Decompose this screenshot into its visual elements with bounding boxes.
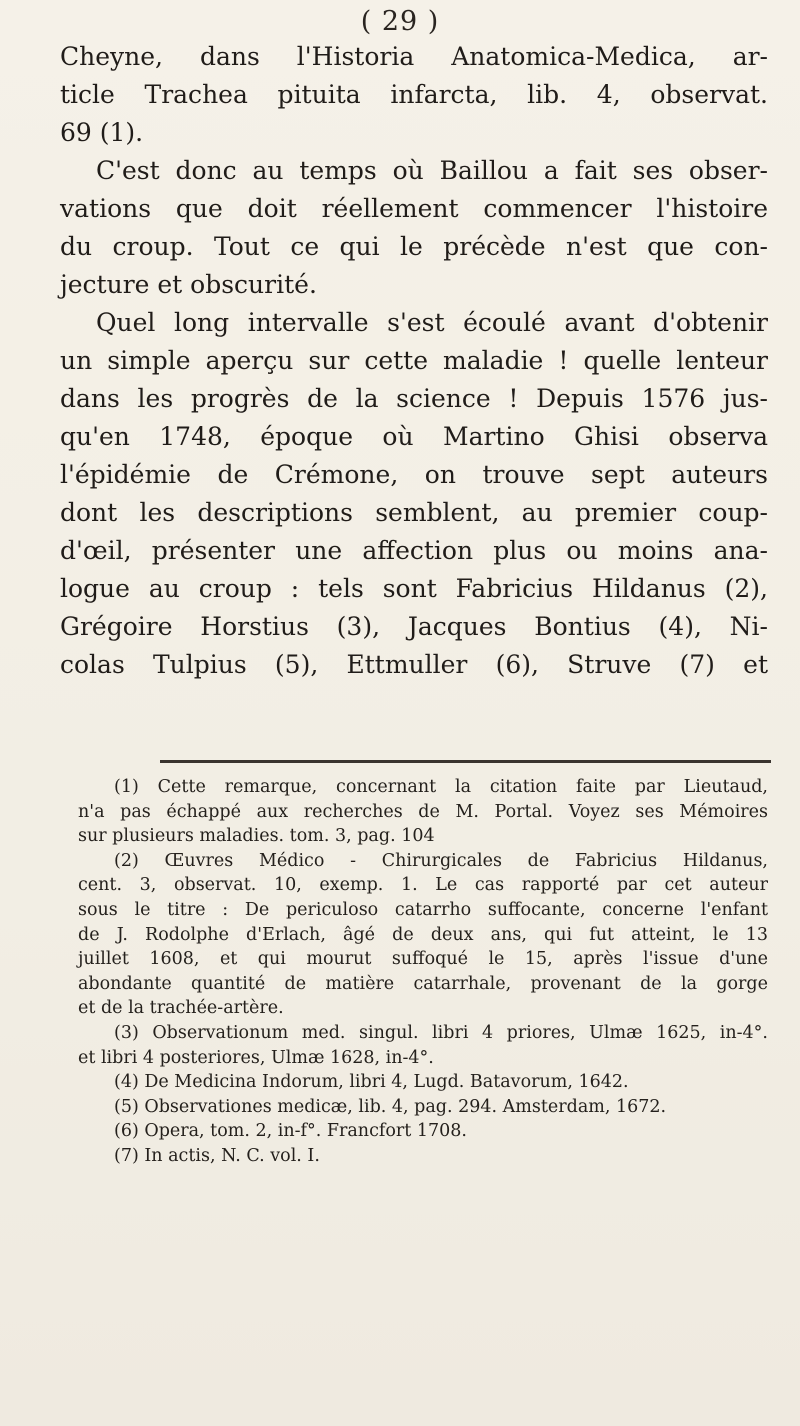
body-line: Quel long intervalle s'est écoulé avant d'obtenir [96,308,768,337]
body-line: logue au croup : tels sont Fabricius Hildanus (2), [60,574,768,603]
footnote-line: (7) In actis, N. C. vol. I. [114,1145,320,1166]
footnote-line: n'a pas échappé aux recherches de M. Portal. Voyez ses Mémoires [78,801,768,822]
footnote-line: (6) Opera, tom. 2, in-f°. Francfort 1708. [114,1121,467,1142]
footnote-line: (2) Œuvres Médico - Chirurgicales de Fabricius Hildanus, [114,850,768,871]
body-line: jecture et obscurité. [60,270,317,299]
footnote-line: abondante quantité de matière catarrhale, provenant de la gorge [78,973,768,994]
body-line: du croup. Tout ce qui le précède n'est que con- [60,232,768,261]
footnote-line: (3) Observationum med. singul. libri 4 priores, Ulmæ 1625, in-4°. [114,1022,768,1043]
body-line: d'œil, présenter une affection plus ou moins ana- [60,536,768,565]
footnote-divider [160,760,771,763]
footnote-line: de J. Rodolphe d'Erlach, âgé de deux ans, qui fut atteint, le 13 [78,924,768,945]
body-line: 69 (1). [60,118,144,147]
footnote-line: et de la trachée-artère. [78,998,284,1019]
page-number: ( 29 ) [360,6,440,37]
body-line: Grégoire Horstius (3), Jacques Bontius (4), Ni- [60,612,768,641]
body-line: l'épidémie de Crémone, on trouve sept auteurs [60,460,768,489]
footnote-line: (1) Cette remarque, concernant la citation faite par Lieutaud, [114,777,768,797]
footnote-line: sous le titre : De periculoso catarrho suffocante, concerne l'enfant [78,899,768,920]
body-line: C'est donc au temps où Baillou a fait ses obser- [96,156,768,185]
footnotes [78,775,768,1169]
footnote-line: cent. 3, observat. 10, exemp. 1. Le cas rapporté par cet auteur [78,875,768,896]
body-line: colas Tulpius (5), Ettmuller (6), Struve (7) et [60,650,768,679]
footnote-line: (4) De Medicina Indorum, libri 4, Lugd. Batavorum, 1642. [114,1072,629,1093]
body-line: un simple aperçu sur cette maladie ! quelle lenteur [60,346,768,375]
footnote-line: sur plusieurs maladies. tom. 3, pag. 104 [78,826,435,847]
body-line: qu'en 1748, époque où Martino Ghisi observa [60,422,768,451]
body-line: dont les descriptions semblent, au premier coup- [60,498,768,527]
body-line: vations que doit réellement commencer l'histoire [60,194,768,223]
footnote-line: et libri 4 posteriores, Ulmæ 1628, in-4°. [78,1047,434,1068]
body-line: dans les progrès de la science ! Depuis 1576 jus- [60,384,768,413]
main-text [60,38,768,684]
body-line: ticle Trachea pituita infarcta, lib. 4, observat. [60,80,768,109]
footnote-line: (5) Observationes medicæ, lib. 4, pag. 294. Amsterdam, 1672. [114,1096,667,1117]
footnote-line: juillet 1608, et qui mourut suffoqué le 15, après l'issue d'une [78,949,768,970]
body-line: Cheyne, dans l'Historia Anatomica-Medica, ar- [60,42,768,71]
